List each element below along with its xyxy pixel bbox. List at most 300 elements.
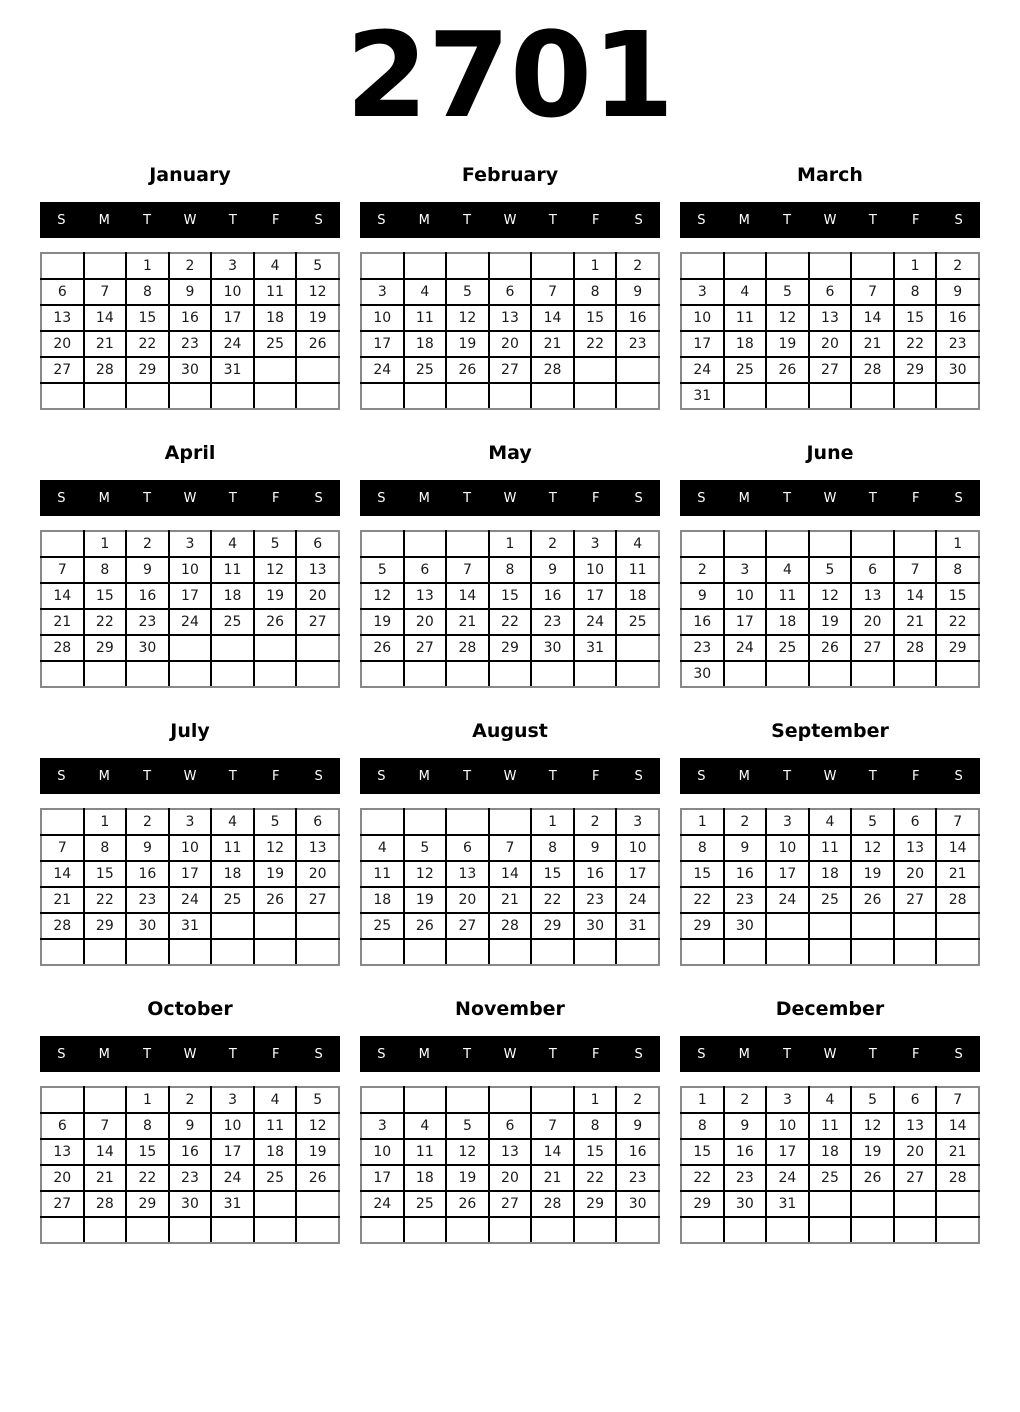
day-cell: 15 — [936, 583, 979, 609]
week-row — [361, 635, 659, 661]
week-row — [41, 357, 339, 383]
day-cell: 5 — [809, 557, 852, 583]
month-title: November — [455, 998, 565, 1020]
day-cell: 9 — [126, 557, 169, 583]
day-cell: 31 — [616, 913, 659, 939]
day-cell — [681, 531, 724, 557]
day-cell: 26 — [446, 1191, 489, 1217]
week-row — [41, 1165, 339, 1191]
week-row — [361, 661, 659, 687]
day-cell: 5 — [361, 557, 404, 583]
day-cell: 14 — [41, 583, 84, 609]
weekday-header-row — [360, 1036, 660, 1072]
day-cell: 6 — [894, 809, 937, 835]
day-cell: 21 — [851, 331, 894, 357]
day-cell — [766, 939, 809, 965]
day-cell: 21 — [531, 1165, 574, 1191]
day-cell: 25 — [809, 1165, 852, 1191]
day-cell: 12 — [766, 305, 809, 331]
day-cell: 26 — [254, 609, 297, 635]
day-cell — [724, 939, 767, 965]
day-cell — [489, 1217, 532, 1243]
day-cell: 13 — [489, 1139, 532, 1165]
day-cell: 12 — [809, 583, 852, 609]
day-cell — [809, 253, 852, 279]
day-cell — [936, 913, 979, 939]
day-cell: 18 — [404, 331, 447, 357]
weekday-label: T — [143, 490, 152, 506]
day-cell: 17 — [724, 609, 767, 635]
week-row — [41, 635, 339, 661]
day-cell: 25 — [211, 609, 254, 635]
week-row — [41, 913, 339, 939]
weekday-label: S — [57, 212, 66, 228]
month-november — [360, 996, 660, 1254]
weekday-label: W — [183, 768, 197, 784]
day-cell: 15 — [574, 305, 617, 331]
day-cell: 29 — [574, 1191, 617, 1217]
month-may — [360, 440, 660, 698]
day-cell: 19 — [766, 331, 809, 357]
weekday-label: S — [57, 490, 66, 506]
day-cell: 22 — [126, 331, 169, 357]
day-cell — [361, 809, 404, 835]
day-cell: 27 — [894, 887, 937, 913]
day-cell — [616, 939, 659, 965]
day-cell: 6 — [894, 1087, 937, 1113]
weekday-label: W — [183, 1046, 197, 1062]
day-cell — [851, 531, 894, 557]
day-cell — [361, 253, 404, 279]
day-cell: 1 — [531, 809, 574, 835]
day-cell — [489, 939, 532, 965]
day-cell: 5 — [851, 1087, 894, 1113]
day-cell: 29 — [126, 1191, 169, 1217]
week-row — [41, 835, 339, 861]
day-cell: 12 — [254, 835, 297, 861]
weekday-header-row — [360, 202, 660, 238]
day-cell: 15 — [126, 1139, 169, 1165]
day-cell: 7 — [84, 1113, 127, 1139]
day-cell — [809, 1217, 852, 1243]
day-cell — [41, 1087, 84, 1113]
weekday-label: T — [548, 212, 557, 228]
day-cell: 15 — [126, 305, 169, 331]
day-cell: 13 — [489, 305, 532, 331]
day-cell — [169, 1217, 212, 1243]
day-cell — [531, 939, 574, 965]
day-cell: 8 — [84, 835, 127, 861]
day-cell: 25 — [254, 331, 297, 357]
day-cell: 26 — [361, 635, 404, 661]
day-cell: 4 — [724, 279, 767, 305]
day-cell — [766, 913, 809, 939]
day-cell — [894, 913, 937, 939]
day-cell: 8 — [489, 557, 532, 583]
weekday-label: M — [418, 490, 430, 506]
weekday-label: T — [143, 212, 152, 228]
day-cell: 14 — [531, 1139, 574, 1165]
week-row — [41, 253, 339, 279]
weekday-label: M — [738, 212, 750, 228]
weekday-label: S — [954, 768, 963, 784]
day-cell: 24 — [681, 357, 724, 383]
day-cell — [446, 1217, 489, 1243]
day-cell: 1 — [126, 253, 169, 279]
day-cell: 1 — [574, 253, 617, 279]
day-cell: 28 — [84, 1191, 127, 1217]
day-cell — [296, 357, 339, 383]
day-cell: 31 — [211, 1191, 254, 1217]
day-cell — [851, 913, 894, 939]
weekday-label: S — [634, 212, 643, 228]
day-cell: 17 — [681, 331, 724, 357]
day-cell — [616, 357, 659, 383]
day-cell: 11 — [766, 583, 809, 609]
day-cell — [936, 1217, 979, 1243]
day-cell — [254, 913, 297, 939]
day-cell: 6 — [489, 279, 532, 305]
month-grid — [40, 1086, 340, 1244]
day-cell — [296, 913, 339, 939]
day-cell: 6 — [41, 1113, 84, 1139]
day-cell: 6 — [851, 557, 894, 583]
day-cell: 20 — [296, 861, 339, 887]
day-cell: 17 — [211, 305, 254, 331]
day-cell: 21 — [936, 861, 979, 887]
week-row — [681, 383, 979, 409]
day-cell: 22 — [936, 609, 979, 635]
day-cell: 11 — [361, 861, 404, 887]
day-cell — [446, 661, 489, 687]
day-cell — [126, 939, 169, 965]
day-cell — [446, 809, 489, 835]
day-cell: 11 — [809, 835, 852, 861]
week-row — [361, 609, 659, 635]
day-cell: 27 — [404, 635, 447, 661]
day-cell — [809, 1191, 852, 1217]
day-cell: 9 — [169, 279, 212, 305]
day-cell — [616, 383, 659, 409]
day-cell — [489, 809, 532, 835]
day-cell: 5 — [254, 531, 297, 557]
week-row — [361, 939, 659, 965]
weekday-label: T — [463, 1046, 472, 1062]
day-cell: 16 — [126, 583, 169, 609]
weekday-label: S — [314, 1046, 323, 1062]
week-row — [361, 1139, 659, 1165]
day-cell: 12 — [296, 279, 339, 305]
day-cell: 28 — [41, 635, 84, 661]
day-cell — [531, 1217, 574, 1243]
week-row — [361, 383, 659, 409]
day-cell: 28 — [936, 1165, 979, 1191]
day-cell: 29 — [681, 913, 724, 939]
month-january — [40, 162, 340, 420]
day-cell — [851, 939, 894, 965]
month-february — [360, 162, 660, 420]
day-cell: 24 — [724, 635, 767, 661]
day-cell: 8 — [681, 1113, 724, 1139]
day-cell: 10 — [211, 279, 254, 305]
day-cell — [84, 939, 127, 965]
day-cell: 2 — [724, 809, 767, 835]
day-cell — [41, 531, 84, 557]
weekday-label: M — [98, 768, 110, 784]
weekday-label: F — [271, 1046, 280, 1062]
week-row — [41, 887, 339, 913]
day-cell: 13 — [296, 835, 339, 861]
day-cell: 29 — [489, 635, 532, 661]
day-cell: 5 — [446, 279, 489, 305]
week-row — [361, 1165, 659, 1191]
day-cell — [531, 383, 574, 409]
day-cell — [446, 939, 489, 965]
day-cell: 16 — [616, 1139, 659, 1165]
weekday-label: F — [911, 212, 920, 228]
weekday-label: T — [228, 768, 237, 784]
day-cell — [169, 939, 212, 965]
day-cell — [169, 661, 212, 687]
day-cell: 24 — [211, 1165, 254, 1191]
day-cell: 22 — [84, 887, 127, 913]
day-cell — [296, 939, 339, 965]
day-cell: 14 — [446, 583, 489, 609]
day-cell: 23 — [724, 887, 767, 913]
day-cell: 11 — [809, 1113, 852, 1139]
day-cell: 11 — [254, 1113, 297, 1139]
day-cell: 10 — [724, 583, 767, 609]
day-cell: 28 — [489, 913, 532, 939]
day-cell — [851, 253, 894, 279]
day-cell: 29 — [531, 913, 574, 939]
day-cell — [169, 635, 212, 661]
day-cell: 10 — [681, 305, 724, 331]
week-row — [41, 939, 339, 965]
weekday-header-row — [680, 1036, 980, 1072]
day-cell: 19 — [296, 1139, 339, 1165]
day-cell: 5 — [254, 809, 297, 835]
day-cell: 16 — [169, 1139, 212, 1165]
day-cell: 5 — [446, 1113, 489, 1139]
day-cell: 25 — [211, 887, 254, 913]
weekday-label: F — [271, 212, 280, 228]
day-cell: 25 — [254, 1165, 297, 1191]
weekday-label: S — [634, 490, 643, 506]
day-cell: 14 — [41, 861, 84, 887]
year-title: 2701 — [345, 6, 675, 144]
month-title: January — [149, 164, 231, 186]
month-title: March — [797, 164, 863, 186]
weekday-label: M — [418, 768, 430, 784]
day-cell — [254, 1191, 297, 1217]
day-cell: 4 — [211, 809, 254, 835]
day-cell: 12 — [361, 583, 404, 609]
day-cell: 14 — [84, 1139, 127, 1165]
day-cell: 26 — [296, 331, 339, 357]
day-cell: 24 — [574, 609, 617, 635]
weekday-label: M — [418, 212, 430, 228]
week-row — [361, 809, 659, 835]
day-cell: 24 — [169, 609, 212, 635]
weekday-label: T — [868, 490, 877, 506]
day-cell: 17 — [766, 861, 809, 887]
day-cell: 20 — [404, 609, 447, 635]
weekday-label: M — [98, 1046, 110, 1062]
day-cell: 22 — [84, 609, 127, 635]
day-cell — [894, 1191, 937, 1217]
day-cell: 13 — [446, 861, 489, 887]
day-cell — [41, 661, 84, 687]
day-cell — [894, 939, 937, 965]
day-cell: 1 — [936, 531, 979, 557]
day-cell: 30 — [681, 661, 724, 687]
weekday-label: T — [463, 490, 472, 506]
day-cell: 14 — [894, 583, 937, 609]
month-title: October — [147, 998, 233, 1020]
day-cell: 29 — [936, 635, 979, 661]
day-cell: 7 — [531, 1113, 574, 1139]
weekday-label: F — [271, 768, 280, 784]
day-cell: 23 — [169, 1165, 212, 1191]
weekday-label: T — [783, 212, 792, 228]
day-cell: 2 — [936, 253, 979, 279]
weekday-label: F — [911, 768, 920, 784]
week-row — [41, 809, 339, 835]
weekday-label: F — [591, 212, 600, 228]
day-cell: 2 — [126, 531, 169, 557]
day-cell: 19 — [446, 1165, 489, 1191]
day-cell: 10 — [361, 1139, 404, 1165]
day-cell — [616, 635, 659, 661]
week-row — [681, 609, 979, 635]
day-cell: 3 — [616, 809, 659, 835]
day-cell — [211, 383, 254, 409]
day-cell: 3 — [681, 279, 724, 305]
week-row — [681, 861, 979, 887]
day-cell: 17 — [616, 861, 659, 887]
day-cell — [489, 383, 532, 409]
day-cell: 6 — [489, 1113, 532, 1139]
day-cell: 29 — [84, 913, 127, 939]
day-cell: 9 — [616, 279, 659, 305]
day-cell: 12 — [851, 1113, 894, 1139]
day-cell: 27 — [894, 1165, 937, 1191]
day-cell: 20 — [894, 1139, 937, 1165]
day-cell: 3 — [169, 809, 212, 835]
day-cell: 8 — [574, 1113, 617, 1139]
day-cell: 9 — [681, 583, 724, 609]
day-cell: 18 — [254, 1139, 297, 1165]
day-cell — [446, 1087, 489, 1113]
day-cell — [84, 383, 127, 409]
week-row — [361, 1113, 659, 1139]
week-row — [361, 279, 659, 305]
day-cell: 9 — [531, 557, 574, 583]
day-cell: 24 — [766, 887, 809, 913]
day-cell — [681, 1217, 724, 1243]
week-row — [681, 835, 979, 861]
day-cell: 28 — [84, 357, 127, 383]
week-row — [361, 357, 659, 383]
day-cell: 26 — [446, 357, 489, 383]
day-cell: 15 — [84, 583, 127, 609]
weekday-label: S — [377, 490, 386, 506]
day-cell: 16 — [531, 583, 574, 609]
day-cell: 21 — [894, 609, 937, 635]
week-row — [681, 661, 979, 687]
day-cell: 7 — [936, 1087, 979, 1113]
day-cell: 18 — [211, 861, 254, 887]
day-cell: 29 — [84, 635, 127, 661]
weekday-label: S — [57, 768, 66, 784]
day-cell: 27 — [851, 635, 894, 661]
day-cell: 1 — [894, 253, 937, 279]
day-cell: 10 — [574, 557, 617, 583]
day-cell — [211, 1217, 254, 1243]
week-row — [41, 279, 339, 305]
weekday-label: T — [463, 212, 472, 228]
week-row — [41, 557, 339, 583]
day-cell — [531, 253, 574, 279]
week-row — [681, 887, 979, 913]
day-cell: 23 — [616, 331, 659, 357]
month-july — [40, 718, 340, 976]
weekday-label: F — [591, 768, 600, 784]
week-row — [41, 1113, 339, 1139]
day-cell: 9 — [574, 835, 617, 861]
day-cell — [446, 253, 489, 279]
day-cell: 19 — [404, 887, 447, 913]
weekday-label: T — [548, 490, 557, 506]
day-cell: 24 — [766, 1165, 809, 1191]
weekday-label: S — [954, 490, 963, 506]
week-row — [361, 1217, 659, 1243]
weekday-label: S — [314, 212, 323, 228]
day-cell — [41, 1217, 84, 1243]
week-row — [361, 913, 659, 939]
month-title: December — [775, 998, 885, 1020]
day-cell: 28 — [531, 357, 574, 383]
day-cell: 3 — [574, 531, 617, 557]
day-cell: 16 — [681, 609, 724, 635]
weekday-label: M — [738, 768, 750, 784]
day-cell: 23 — [531, 609, 574, 635]
day-cell — [936, 661, 979, 687]
weekday-label: S — [697, 490, 706, 506]
day-cell — [296, 1191, 339, 1217]
day-cell: 8 — [681, 835, 724, 861]
day-cell — [531, 1087, 574, 1113]
day-cell — [84, 1217, 127, 1243]
day-cell: 12 — [446, 305, 489, 331]
day-cell: 14 — [936, 835, 979, 861]
month-grid — [680, 808, 980, 966]
day-cell: 14 — [936, 1113, 979, 1139]
weekday-label: S — [634, 1046, 643, 1062]
month-grid — [40, 530, 340, 688]
day-cell: 22 — [531, 887, 574, 913]
day-cell: 3 — [169, 531, 212, 557]
day-cell: 20 — [809, 331, 852, 357]
day-cell: 8 — [574, 279, 617, 305]
day-cell: 27 — [809, 357, 852, 383]
day-cell: 2 — [724, 1087, 767, 1113]
day-cell: 4 — [254, 253, 297, 279]
day-cell: 18 — [766, 609, 809, 635]
week-row — [361, 1087, 659, 1113]
day-cell — [41, 383, 84, 409]
